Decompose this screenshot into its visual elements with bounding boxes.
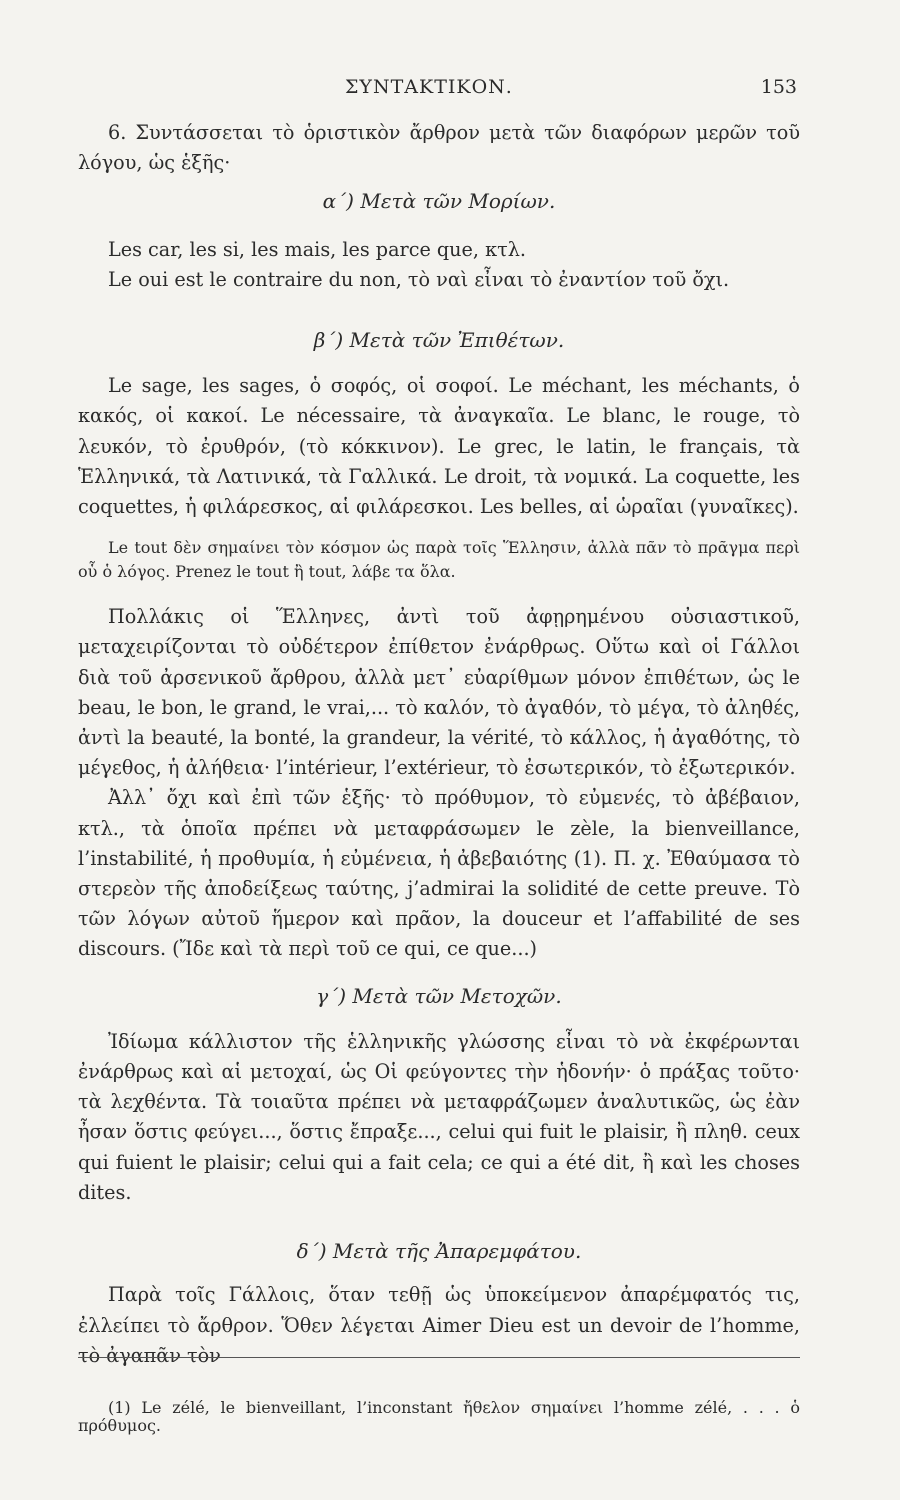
metochon-paragraph: Ἰδίωμα κάλλιστον τῆς ἑλληνικῆς γλώσσης εἶναι τὸ νὰ ἐκφέρωνται ἐνάρθρως καὶ αἱ μετοχαί, ὡς Οἱ φεύγοντες τὴν ἡδονήν· ὁ πράξας τοῦτο· τὰ λεχθέντα. Τὰ τοιαῦτα πρέπει νὰ μεταφράζωμεν ἀναλυτικῶς, ὡς ἐὰν ἦσαν ὅστις φεύγει..., ὅστις ἔπραξε..., celui qui fuit le plaisir, ἢ πληθ. ceux qui fuient le plaisir; celui qui a fait cela; ce qui a été dit, ἢ καὶ les choses dites. [78, 1029, 800, 1204]
page-number: 153 [760, 76, 797, 98]
running-title: ΣΥΝΤΑΚΤΙΚΟΝ. [345, 76, 513, 98]
section-intro: 6. Συντάσσεται τὸ ὁριστικὸν ἄρθρον μετὰ τῶν διαφόρων μερῶν τοῦ λόγου, ὡς ἑξῆς· [78, 121, 800, 175]
heading-epitheton: β΄) Μετὰ τῶν Ἐπιθέτων. [313, 328, 565, 353]
epitheton-paragraph-2: Πολλάκις οἱ Ἕλληνες, ἀντὶ τοῦ ἀφῃρημένου οὐσιαστικοῦ, μεταχειρίζονται τὸ οὐδέτερον ἐπίθετον ἐνάρθρως. Οὕτω καὶ οἱ Γάλλοι διὰ τοῦ ἀρσενικοῦ ἄρθρου, ἀλλὰ μετ᾽ εὐαρίθμων μόνον ἐπιθέτων, ὡς le beau, le bon, le grand, le vrai,... τὸ καλόν, τὸ ἀγαθόν, τὸ μέγα, τὸ ἀληθές, ἀντὶ la beauté, la bonté, la grandeur, la vérité, τὸ κάλλος, ἡ ἀγαθότης, τὸ μέγεθος, ἡ ἀλήθεια· l’intérieur, l’extérieur, τὸ ἐσωτερικόν, τὸ ἐξωτερικόν. [78, 605, 800, 780]
footnote: (1) Le zélé, le bienveillant, l’inconstant ἤθελον σημαίνει l’homme zélé, . . . ὁ πρόθυμος. [78, 1398, 800, 1435]
heading-aparemfatou: δ΄) Μετὰ τῆς Ἀπαρεμφάτου. [296, 1239, 582, 1264]
page-header [0, 76, 900, 106]
morion-example-2: Le oui est le contraire du non, τὸ ναὶ εἶναι τὸ ἐναντίον τοῦ ὄχι. [108, 267, 730, 291]
epitheton-paragraph-3: Ἀλλ᾽ ὄχι καὶ ἐπὶ τῶν ἑξῆς· τὸ πρόθυμον, τὸ εὐμενές, τὸ ἀβέβαιον, κτλ., τὰ ὁποῖα πρέπει νὰ μεταφράσωμεν le zèle, la bienveillance, l’instabilité, ἡ προθυμία, ἡ εὐμένεια, ἡ ἀβεβαιότης (1). Π. χ. Ἐθαύμασα τὸ στερεὸν τῆς ἀποδείξεως ταύτης, j’admirai la solidité de cette preuve. Τὸ τῶν λόγων αὐτοῦ ἥμερον καὶ πρᾶον, la douceur et l’affabilité de ses discours. (Ἴδε καὶ τὰ περὶ τοῦ ce qui, ce que...) [78, 786, 800, 961]
page-body [78, 118, 800, 1371]
heading-morion: α΄) Μετὰ τῶν Μορίων. [322, 189, 556, 214]
epitheton-examples: Le sage, les sages, ὁ σοφός, οἱ σοφοί. Le méchant, les méchants, ὁ κακός, οἱ κακοί. Le nécessaire, τὰ ἀναγκαῖα. Le blanc, le rouge, τὸ λευκόν, τὸ ἐρυθρόν, (τὸ κόκκινον). Le grec, le latin, le français, τὰ Ἑλληνικά, τὰ Λατινικά, τὰ Γαλλικά. Le droit, τὰ νομικά. La coquette, les coquettes, ἡ φιλάρεσκος, αἱ φιλάρεσκοι. Les belles, αἱ ὡραῖαι (γυναῖκες). [78, 374, 800, 519]
aparemfatou-paragraph: Παρὰ τοῖς Γάλλοις, ὅταν τεθῇ ὡς ὑποκείμενον ἀπαρέμφατός τις, ἐλλείπει τὸ ἄρθρον. Ὅθεν λέγεται Aimer Dieu est un devoir de l’homme, τὸ ἀγαπᾶν τὸν [78, 1283, 800, 1367]
epitheton-note: Le tout δὲν σημαίνει τὸν κόσμον ὡς παρὰ τοῖς Ἕλλησιν, ἀλλὰ πᾶν τὸ πρᾶγμα περὶ οὗ ὁ λόγος. Prenez le tout ἢ tout, λάβε τα ὅλα. [78, 538, 800, 582]
heading-metochon: γ΄) Μετὰ τῶν Μετοχῶν. [316, 983, 562, 1008]
footnote-rule [78, 1357, 800, 1358]
morion-example-1: Les car, les si, les mais, les parce que, κτλ. [108, 237, 526, 261]
